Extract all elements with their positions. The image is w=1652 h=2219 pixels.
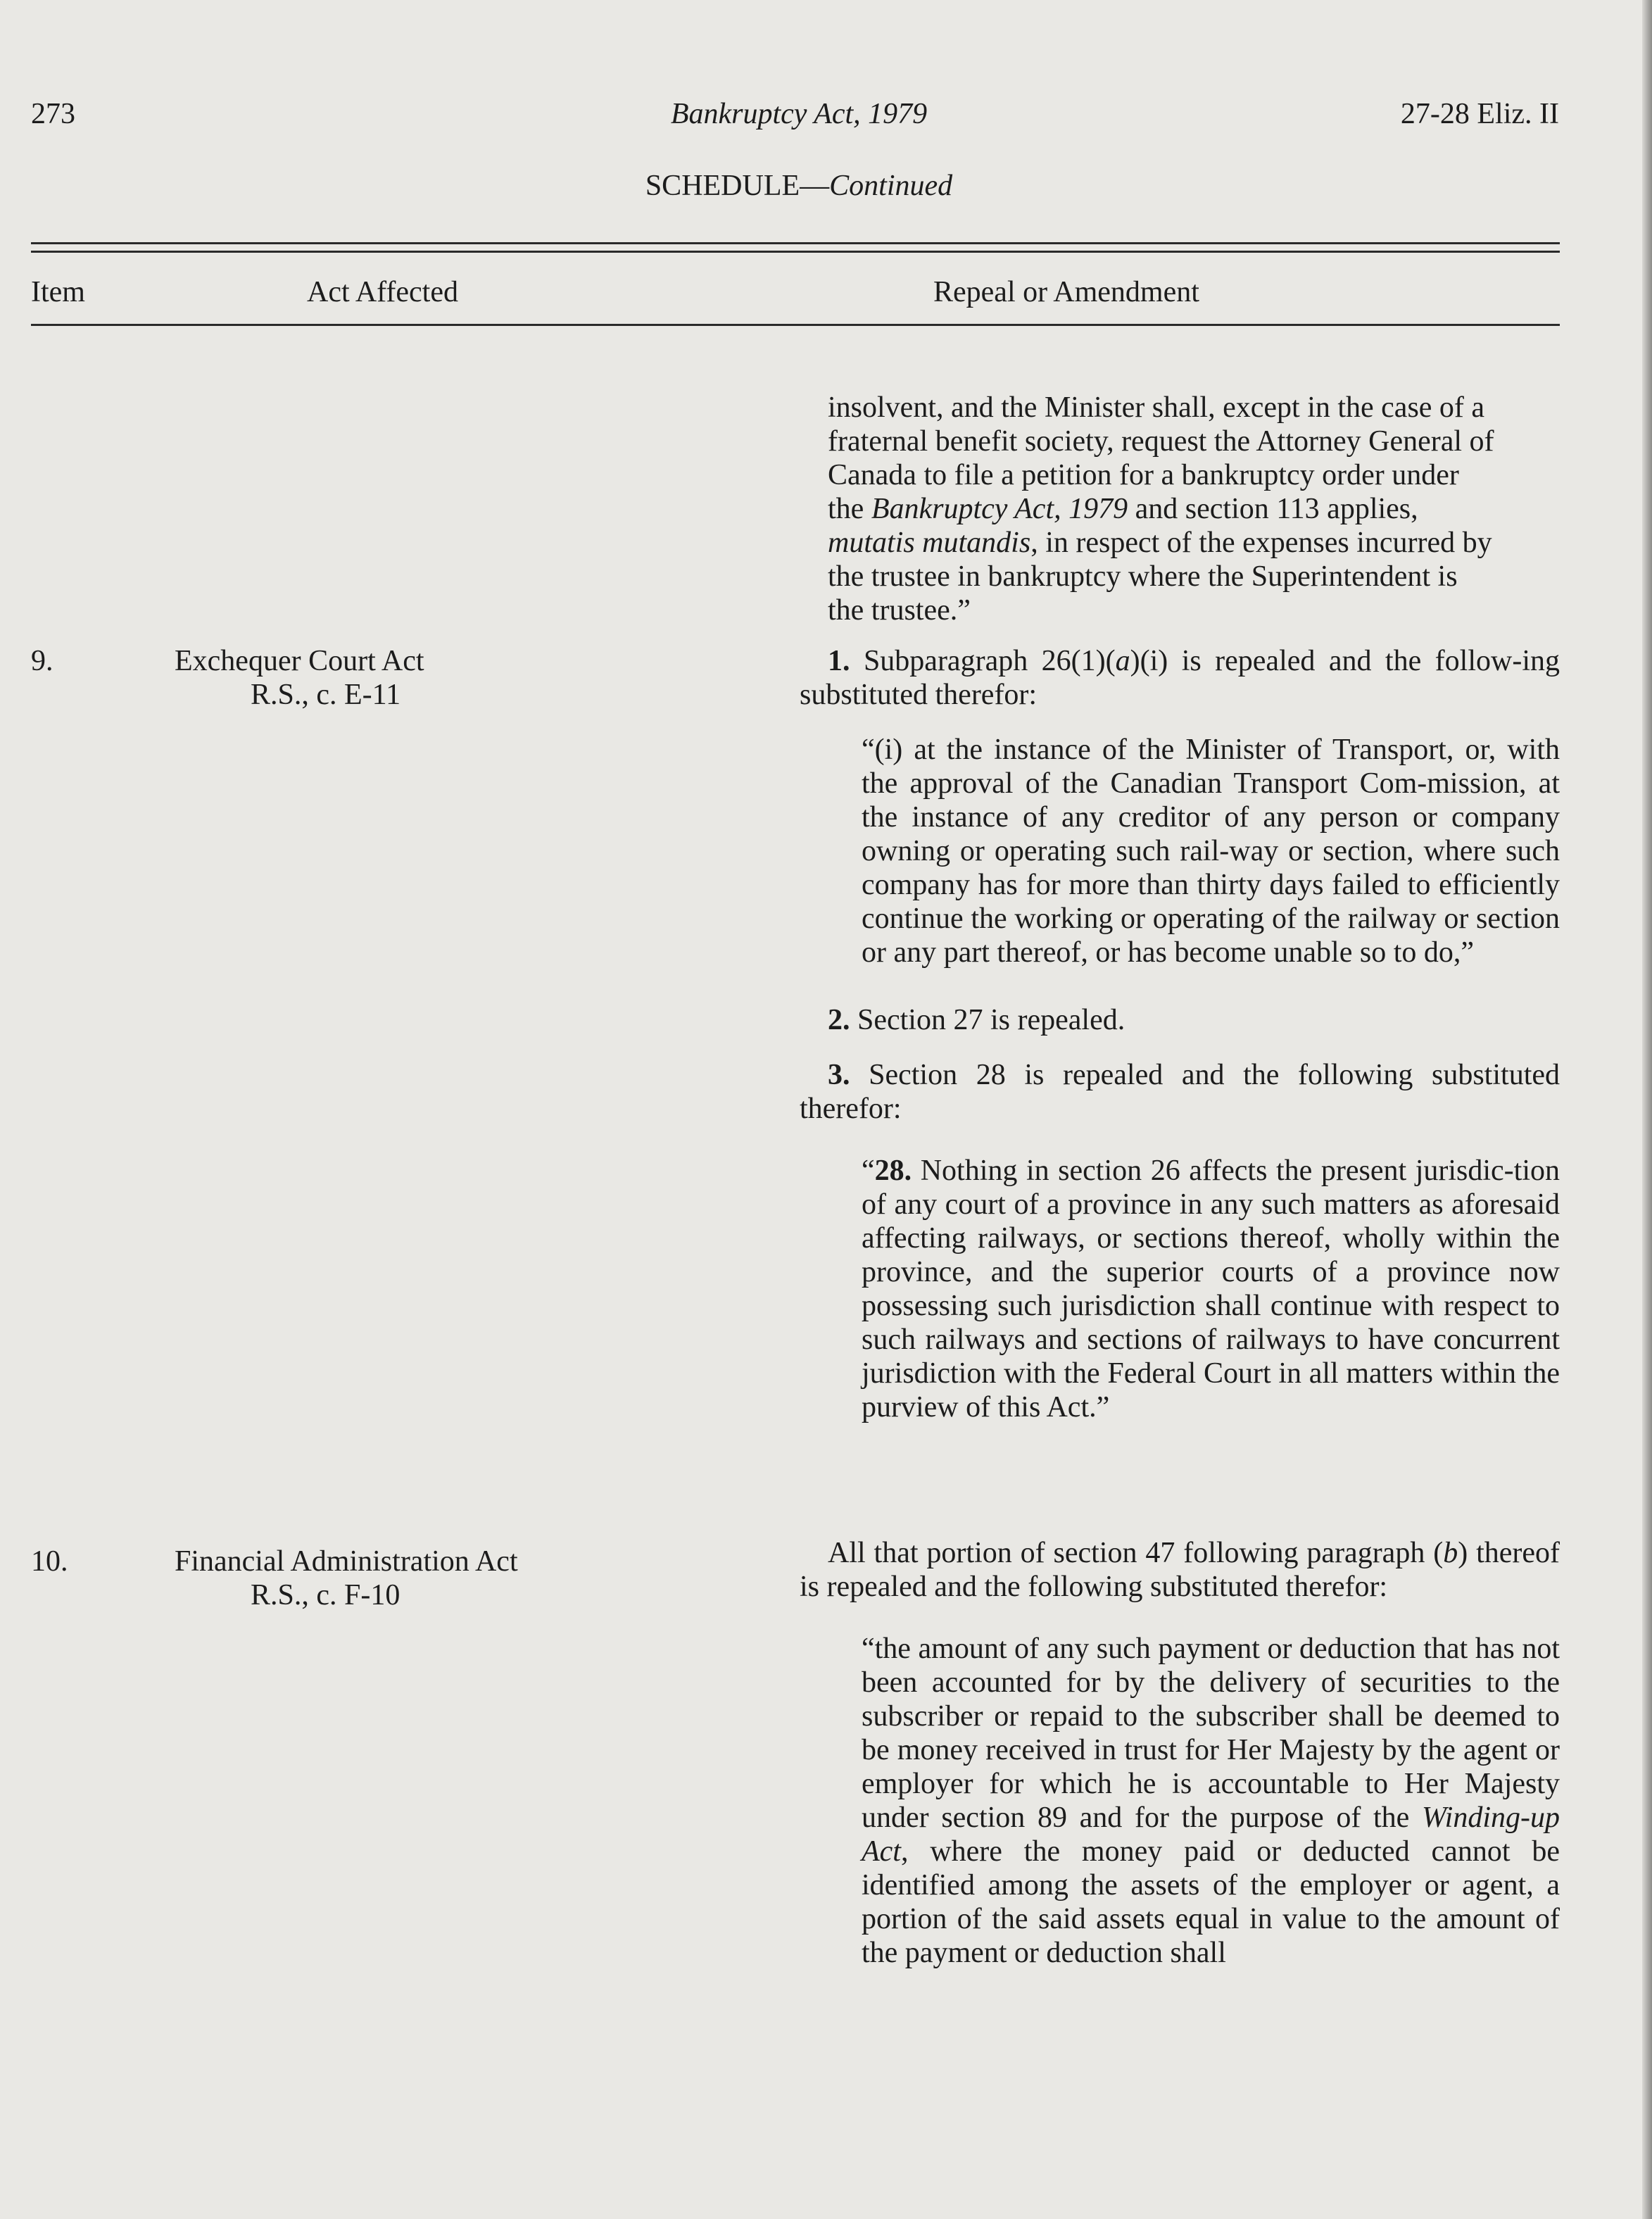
schedule-heading bbox=[0, 169, 1598, 203]
running-title: Bankruptcy Act, 1979 bbox=[670, 98, 928, 130]
item-9-act bbox=[175, 644, 569, 712]
schedule-continued: Continued bbox=[829, 170, 953, 202]
amendment-2: 2. Section 27 is repealed. bbox=[828, 1004, 1125, 1036]
amendment-3: 3. Section 28 is repealed and the following substituted therefor: bbox=[800, 1059, 1560, 1125]
act-name: Financial Administration Act bbox=[175, 1545, 518, 1578]
column-header-act: Act Affected bbox=[307, 276, 458, 308]
act-citation: R.S., c. E-11 bbox=[251, 679, 401, 711]
item-10-amendments bbox=[800, 1536, 1560, 1970]
item-9-number: 9. bbox=[31, 645, 53, 677]
continuation-line: mutatis mutandis, in respect of the expenses incurred by bbox=[828, 527, 1492, 559]
continuation-line: fraternal benefit society, request the Attorney General of bbox=[828, 425, 1494, 458]
item-9-amendments bbox=[800, 644, 1560, 1424]
header-bottom-rule bbox=[31, 324, 1560, 326]
amendment-1-quote: “(i) at the instance of the Minister of Transport, or, with the approval of the Canadian Transport Com-mission, at the instance of any creditor of any person or company owning or operating such rail-way or section, where such company has for more than thirty days failed to efficiently continue the working or operating of the railway or section or any part thereof, or has become unable so to do,” bbox=[862, 734, 1560, 969]
page-number: 273 bbox=[31, 98, 75, 130]
amendment-1: 1. Subparagraph 26(1)(a)(i) is repealed and the follow-ing substituted therefor: bbox=[800, 645, 1560, 711]
continuation-quote bbox=[828, 391, 1560, 627]
column-header-item: Item bbox=[31, 276, 85, 308]
column-header-repeal: Repeal or Amendment bbox=[933, 276, 1199, 308]
amendment-portion: All that portion of section 47 following paragraph (b) thereof is repealed and the following substituted therefor: bbox=[800, 1537, 1560, 1603]
act-citation: R.S., c. F-10 bbox=[251, 1579, 401, 1611]
act-name: Exchequer Court Act bbox=[175, 645, 424, 677]
item-10-act bbox=[175, 1545, 597, 1612]
item-10-number: 10. bbox=[31, 1545, 68, 1578]
continuation-line: the Bankruptcy Act, 1979 and section 113 applies, bbox=[828, 493, 1418, 525]
continuation-line: insolvent, and the Minister shall, except in the case of a bbox=[828, 391, 1485, 424]
page-edge-shadow bbox=[1642, 0, 1652, 2219]
continuation-line: Canada to file a petition for a bankruptcy order under bbox=[828, 459, 1459, 491]
top-rule-2 bbox=[31, 251, 1560, 253]
continuation-line: the trustee.” bbox=[828, 594, 971, 627]
continuation-line: the trustee in bankruptcy where the Superintendent is bbox=[828, 560, 1458, 593]
schedule-label: SCHEDULE— bbox=[645, 170, 830, 202]
amendment-portion-quote: “the amount of any such payment or deduction that has not been accounted for by the delivery of securities to the subscriber or repaid to the subscriber shall be deemed to be money received in trust for Her Majesty by the agent or employer for which he is accountable to Her Majesty under section 89 and for the purpose of the Winding-up Act, where the money paid or deducted cannot be identified among the assets of the employer or agent, a portion of the said assets equal in value to the amount of the payment or deduction shall bbox=[862, 1633, 1560, 1969]
regnal-year: 27-28 Eliz. II bbox=[1400, 98, 1559, 130]
top-rule-1 bbox=[31, 242, 1560, 244]
amendment-3-quote: “28. Nothing in section 26 affects the present jurisdic-tion of any court of a province in any such matters as aforesaid affecting railways, or sections thereof, wholly within the province, and the superior courts of a province now possessing such jurisdiction shall continue with respect to such railways and sections of railways to have concurrent jurisdiction with the Federal Court in all matters within the purview of this Act.” bbox=[862, 1155, 1560, 1423]
